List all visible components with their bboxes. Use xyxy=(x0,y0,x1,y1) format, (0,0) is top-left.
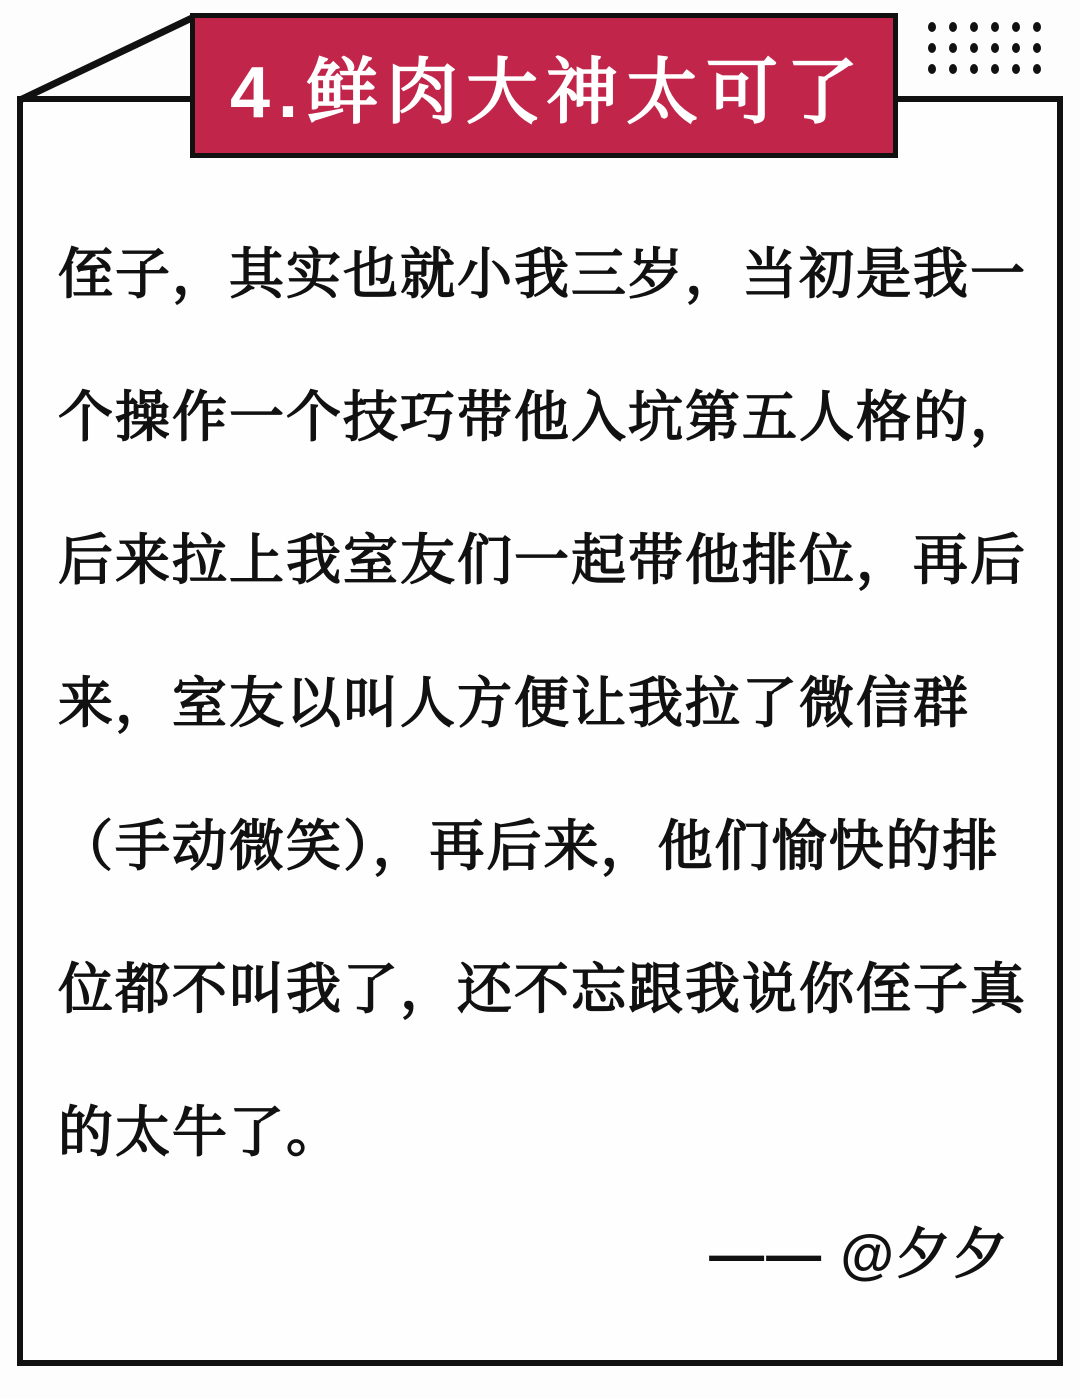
dot xyxy=(970,64,978,74)
dot xyxy=(991,43,999,53)
dot xyxy=(949,64,957,74)
title-banner xyxy=(190,13,898,158)
dot xyxy=(949,43,957,53)
quote-line-6: 位都不叫我了，还不忘跟我说你侄子真 xyxy=(58,958,1028,1020)
dot xyxy=(991,22,999,32)
dot xyxy=(1012,43,1020,53)
dot xyxy=(1012,22,1020,32)
dot xyxy=(949,22,957,32)
quote-line-3: 后来拉上我室友们一起带他排位，再后 xyxy=(58,529,1028,591)
dot xyxy=(970,22,978,32)
quote-line-5: （手动微笑），再后来，他们愉快的排 xyxy=(58,815,1000,877)
dot xyxy=(1033,43,1041,53)
dot-grid-icon xyxy=(928,22,1041,74)
dot xyxy=(928,64,936,74)
dot xyxy=(1012,64,1020,74)
quote-line-2: 个操作一个技巧带他入坑第五人格的， xyxy=(58,386,1028,448)
dot xyxy=(928,22,936,32)
dot xyxy=(1033,22,1041,32)
quote-line-7: 的太牛了。 xyxy=(58,1101,344,1163)
dot xyxy=(1033,64,1041,74)
quote-card xyxy=(17,96,1063,1366)
quote-body xyxy=(23,102,1057,1304)
dot xyxy=(970,43,978,53)
quote-line-4: 来，室友以叫人方便让我拉了微信群 xyxy=(58,672,971,734)
dot xyxy=(991,64,999,74)
section-title: 4.鲜肉大神太可了 xyxy=(229,52,867,133)
quote-line-1: 侄子，其实也就小我三岁，当初是我一 xyxy=(58,243,1028,305)
attribution: —— @夕夕 xyxy=(709,1223,1010,1285)
dot xyxy=(928,43,936,53)
